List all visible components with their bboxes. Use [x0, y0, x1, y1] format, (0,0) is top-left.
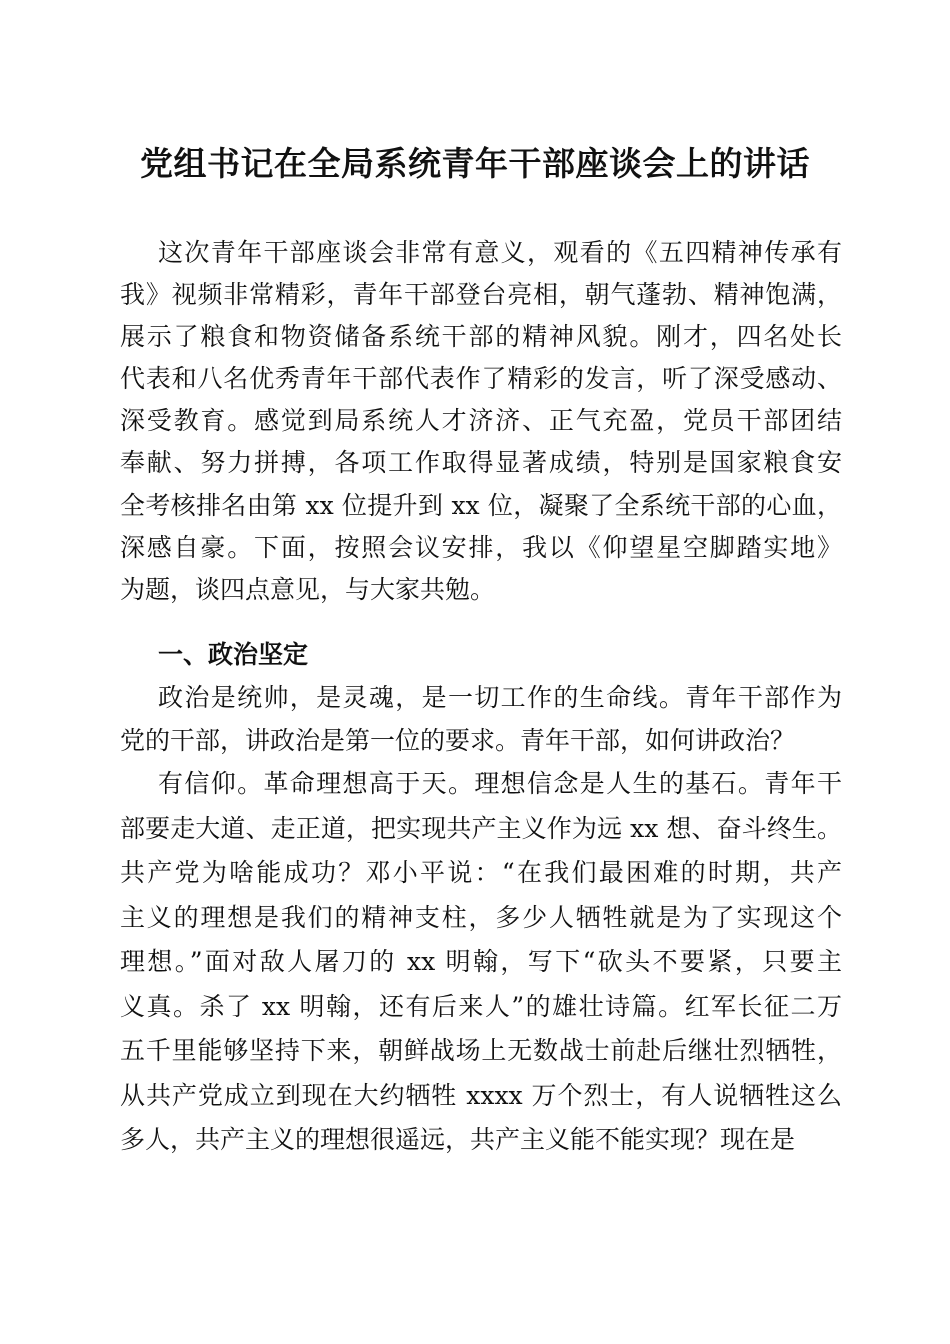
text-line: 五千里能够坚持下来，朝鲜战场上无数战士前赴后继壮烈牺牲，	[120, 1036, 842, 1065]
heading-text: 一、政治坚定	[158, 640, 309, 669]
section-heading	[120, 634, 842, 676]
paragraph-intro	[120, 232, 842, 611]
text-line: 深受教育。感觉到局系统人才济济、正气充盈，党员干部团结	[120, 406, 842, 436]
paragraph-politics	[120, 677, 842, 762]
text-line: 主义的理想是我们的精神支柱，多少人牺牲就是为了实现这个	[120, 902, 842, 932]
text-line: 部要走大道、走正道，把实现共产主义作为远 xx 想、奋斗终生。	[120, 813, 842, 843]
text-line: 理想。”面对敌人屠刀的 xx 明翰，写下“砍头不要紧，只要主	[120, 947, 842, 976]
text-line: 共产党为啥能成功？邓小平说：“在我们最困难的时期，共产	[120, 858, 842, 887]
text-line: 我》视频非常精彩，青年干部登台亮相，朝气蓬勃、精神饱满，	[120, 280, 842, 310]
text-line: 义真。杀了 xx 明翰，还有后来人”的雄壮诗篇。红军长征二万	[120, 991, 842, 1021]
text-line: 党的干部，讲政治是第一位的要求。青年干部，如何讲政治？	[120, 725, 796, 755]
text-line: 从共产党成立到现在大约牺牲 xxxx 万个烈士，有人说牺牲这么	[120, 1080, 842, 1110]
text-line: 代表和八名优秀青年干部代表作了精彩的发言，听了深受感动、	[120, 364, 842, 394]
text-line: 奉献、努力拼搏，各项工作取得显著成绩，特别是国家粮食安	[120, 448, 842, 478]
document-title: 党组书记在全局系统青年干部座谈会上的讲话	[140, 144, 810, 183]
text-line: 展示了粮食和物资储备系统干部的精神风貌。刚才，四名处长	[120, 322, 842, 352]
text-line: 多人，共产主义的理想很遥远，共产主义能不能实现？现在是	[120, 1125, 796, 1154]
text-line: 为题，谈四点意见，与大家共勉。	[120, 574, 496, 604]
text-line: 全考核排名由第 xx 位提升到 xx 位，凝聚了全系统干部的心血，	[120, 490, 842, 520]
text-line: 有信仰。革命理想高于天。理想信念是人生的基石。青年干	[158, 769, 842, 798]
paragraph-belief	[120, 762, 842, 1182]
text-line: 政治是统帅，是灵魂，是一切工作的生命线。青年干部作为	[158, 683, 842, 712]
text-line: 这次青年干部座谈会非常有意义，观看的《五四精神传承有	[158, 238, 842, 267]
text-line: 深感自豪。下面，按照会议安排，我以《仰望星空脚踏实地》	[120, 532, 842, 562]
